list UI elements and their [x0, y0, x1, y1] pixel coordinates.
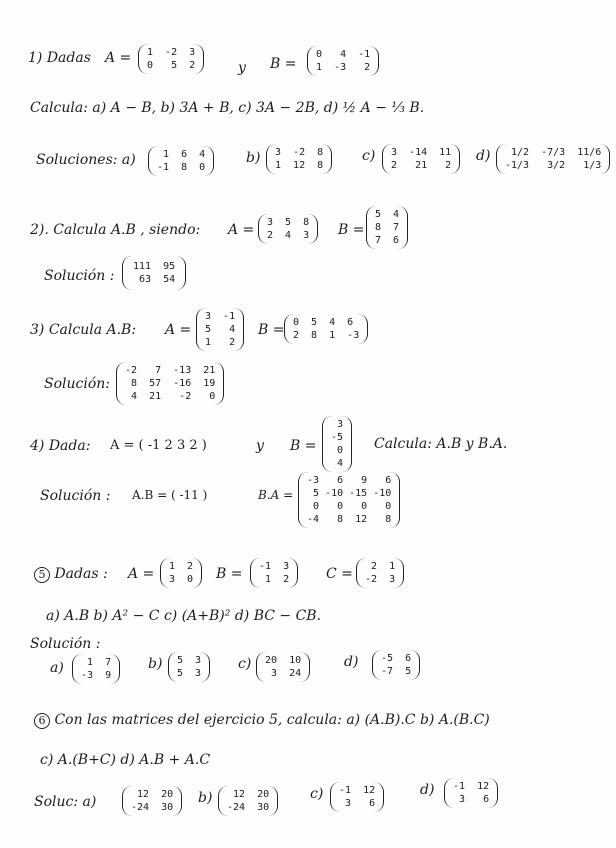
ex1-solutions-label: Soluciones: a): [36, 152, 136, 168]
ex4-ba-name: B.A =: [258, 488, 294, 502]
ex6-solution-c: -1 12 3 6: [330, 782, 384, 812]
ex6-sol-b-label: b): [198, 790, 213, 806]
ex1-sol-d-label: d): [476, 148, 491, 164]
ex5-label: Dadas :: [54, 566, 108, 582]
ex5-matB-name: B =: [216, 566, 243, 582]
ex3-matrix-b: 0 5 4 6 2 8 1 -3: [284, 314, 368, 344]
ex6-label: Con las matrices del ejercicio 5, calcula: a) (A.B).C b) A.(B.C): [54, 712, 490, 728]
ex2-matrix-b: 5 4 8 7 7 6: [366, 206, 408, 249]
ex5-solution-c: 20 10 3 24: [256, 652, 310, 682]
ex6-solution-d: -1 12 3 6: [444, 778, 498, 808]
ex3-solution-label: Solución:: [44, 376, 110, 392]
ex5-sol-a-label: a): [50, 660, 64, 676]
ex5-heading: [34, 566, 108, 583]
ex4-matrix-b: 3 -5 0 4: [322, 416, 352, 472]
ex3-matrix-a: 3 -1 5 4 1 2: [196, 308, 244, 351]
ex1-matrix-a: 1 -2 3 0 5 2: [138, 44, 204, 74]
ex5-matrix-a: 1 2 3 0: [160, 558, 202, 588]
ex5-solution-b: 5 3 5 3: [168, 652, 210, 682]
ex1-task: Calcula: a) A − B, b) 3A + B, c) 3A − 2B, d) ½ A − ⅓ B.: [30, 100, 425, 116]
ex5-sol-c-label: c): [238, 656, 252, 672]
ex1-solution-d: 1/2 -7/3 11/6 -1/3 3/2 1/3: [496, 144, 610, 174]
ex4-matB-name: B =: [290, 438, 317, 454]
ex1-matA-name: A =: [105, 50, 132, 66]
ex5-solution-label: Solución :: [30, 636, 101, 652]
ex2-solution-label: Solución :: [44, 268, 115, 284]
ex3-solution: -2 7 -13 21 8 57 -16 19 4 21 -2 0: [116, 362, 224, 405]
ex6-solution-b: 12 20 -24 30: [218, 786, 278, 816]
ex2-matrix-a: 3 5 8 2 4 3: [258, 214, 318, 244]
ex3-label: 3) Calcula A.B:: [30, 322, 137, 338]
ex6-solution-a: 12 20 -24 30: [122, 786, 182, 816]
ex5-solution-d: -5 6 -7 5: [372, 650, 420, 680]
ex4-task: Calcula: A.B y B.A.: [374, 436, 508, 452]
ex4-matrix-a: A = ( -1 2 3 2 ): [110, 438, 207, 453]
ex5-matrix-c: 2 1 -2 3: [356, 558, 404, 588]
ex4-solution-label: Solución :: [40, 488, 111, 504]
ex3-matB-name: B =: [258, 322, 285, 338]
ex5-solution-a: 1 7 -3 9: [72, 654, 120, 684]
ex6-heading: [34, 712, 490, 729]
ex2-solution: 111 95 63 54: [122, 256, 186, 290]
ex6-task: c) A.(B+C) d) A.B + A.C: [40, 752, 211, 768]
ex4-solution-ba: -3 6 9 6 5 -10 -15 -10 0 0 0 0 -4 8 12 8: [298, 472, 400, 528]
ex5-sol-d-label: d): [344, 654, 359, 670]
ex5-sol-b-label: b): [148, 656, 163, 672]
ex1-matrix-b: 0 4 -1 1 -3 2: [307, 46, 379, 76]
ex5-matA-name: A =: [128, 566, 155, 582]
ex4-and: y: [256, 438, 264, 454]
ex5-task: a) A.B b) A² − C c) (A+B)² d) BC − CB.: [46, 608, 322, 624]
ex5-matrix-b: -1 3 1 2: [250, 558, 298, 588]
ex3-matA-name: A =: [165, 322, 192, 338]
ex1-solution-a: 1 6 4 -1 8 0: [148, 146, 214, 176]
ex5-matC-name: C =: [326, 566, 353, 582]
ex6-solution-label: Soluc: a): [34, 794, 97, 810]
ex1-label: 1) Dadas: [28, 50, 91, 66]
ex4-solution-ab: A.B = ( -11 ): [132, 488, 208, 502]
ex2-matB-name: B =: [338, 222, 365, 238]
ex6-number-circle: 6: [34, 713, 50, 729]
ex2-label: 2). Calcula A.B , siendo:: [30, 222, 201, 238]
ex1-solution-b: 3 -2 8 1 12 8: [266, 144, 332, 174]
ex6-sol-c-label: c): [310, 786, 324, 802]
ex1-solution-c: 3 -14 11 2 21 2: [382, 144, 460, 174]
ex2-matA-name: A =: [228, 222, 255, 238]
ex1-sol-b-label: b): [246, 150, 261, 166]
ex1-and: y: [238, 60, 246, 76]
ex1-sol-c-label: c): [362, 148, 376, 164]
ex1-matB-name: B =: [270, 56, 297, 72]
ex5-number-circle: 5: [34, 567, 50, 583]
ex6-sol-d-label: d): [420, 782, 435, 798]
ex4-label: 4) Dada:: [30, 438, 91, 454]
